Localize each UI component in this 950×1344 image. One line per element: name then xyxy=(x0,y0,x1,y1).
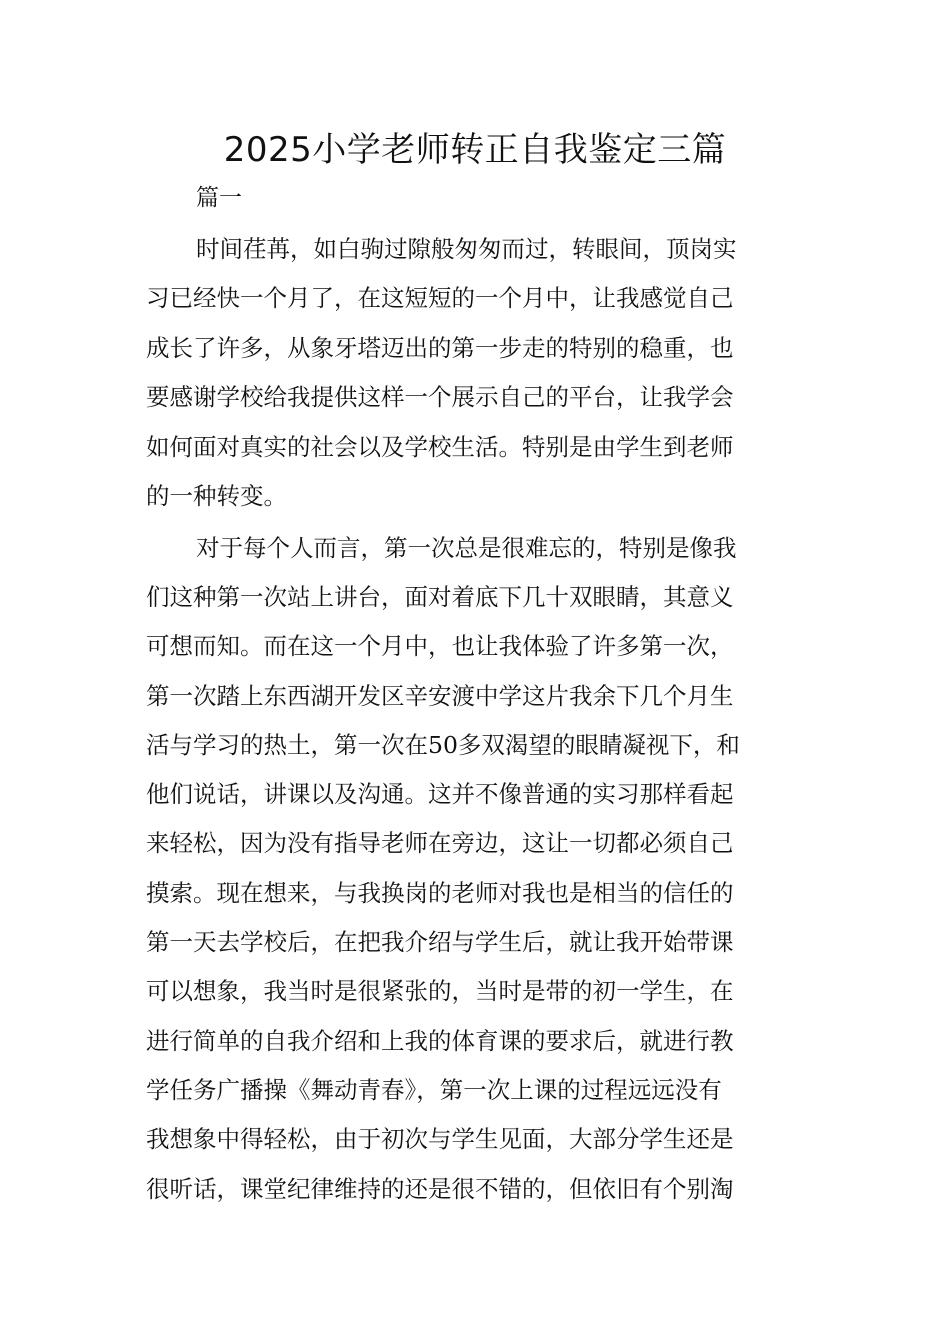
paragraph-line: 成长了许多，从象牙塔迈出的第一步走的特别的稳重，也 xyxy=(146,334,734,362)
paragraph-line: 进行简单的自我介绍和上我的体育课的要求后，就进行教 xyxy=(146,1027,734,1055)
paragraph-line: 们这种第一次站上讲台，面对着底下几十双眼睛，其意义 xyxy=(146,583,734,611)
section-label: 篇一 xyxy=(196,185,242,211)
document-title: 2025小学老师转正自我鉴定三篇 xyxy=(223,130,727,170)
paragraph-line: 来轻松，因为没有指导老师在旁边，这让一切都必须自己 xyxy=(146,829,734,857)
paragraph-line: 第一次踏上东西湖开发区辛安渡中学这片我余下几个月生 xyxy=(146,682,734,710)
paragraph-line: 的一种转变。 xyxy=(146,482,287,510)
paragraph-line: 第一天去学校后，在把我介绍与学生后，就让我开始带课 xyxy=(146,928,734,956)
paragraph-line: 习已经快一个月了，在这短短的一个月中，让我感觉自己 xyxy=(146,284,734,312)
paragraph-line: 可想而知。而在这一个月中，也让我体验了许多第一次， xyxy=(146,632,734,660)
paragraph-line: 如何面对真实的社会以及学校生活。特别是由学生到老师 xyxy=(146,433,734,461)
paragraph-line: 学任务广播操《舞动青春》，第一次上课的过程远远没有 xyxy=(146,1076,722,1104)
paragraph-line: 摸索。现在想来，与我换岗的老师对我也是相当的信任的 xyxy=(146,879,734,907)
paragraph-line: 活与学习的热土，第一次在50多双渴望的眼睛凝视下，和 xyxy=(146,731,740,759)
paragraph-line: 他们说话，讲课以及沟通。这并不像普通的实习那样看起 xyxy=(146,780,734,808)
paragraph-line: 可以想象，我当时是很紧张的，当时是带的初一学生，在 xyxy=(146,977,734,1005)
paragraph-line: 对于每个人而言，第一次总是很难忘的，特别是像我 xyxy=(196,534,737,562)
paragraph-line: 我想象中得轻松，由于初次与学生见面，大部分学生还是 xyxy=(146,1125,734,1153)
paragraph-line: 时间荏苒，如白驹过隙般匆匆而过，转眼间，顶岗实 xyxy=(196,235,737,263)
paragraph-line: 要感谢学校给我提供这样一个展示自己的平台，让我学会 xyxy=(146,383,734,411)
paragraph-line: 很听话，课堂纪律维持的还是很不错的，但依旧有个别淘 xyxy=(146,1175,734,1203)
